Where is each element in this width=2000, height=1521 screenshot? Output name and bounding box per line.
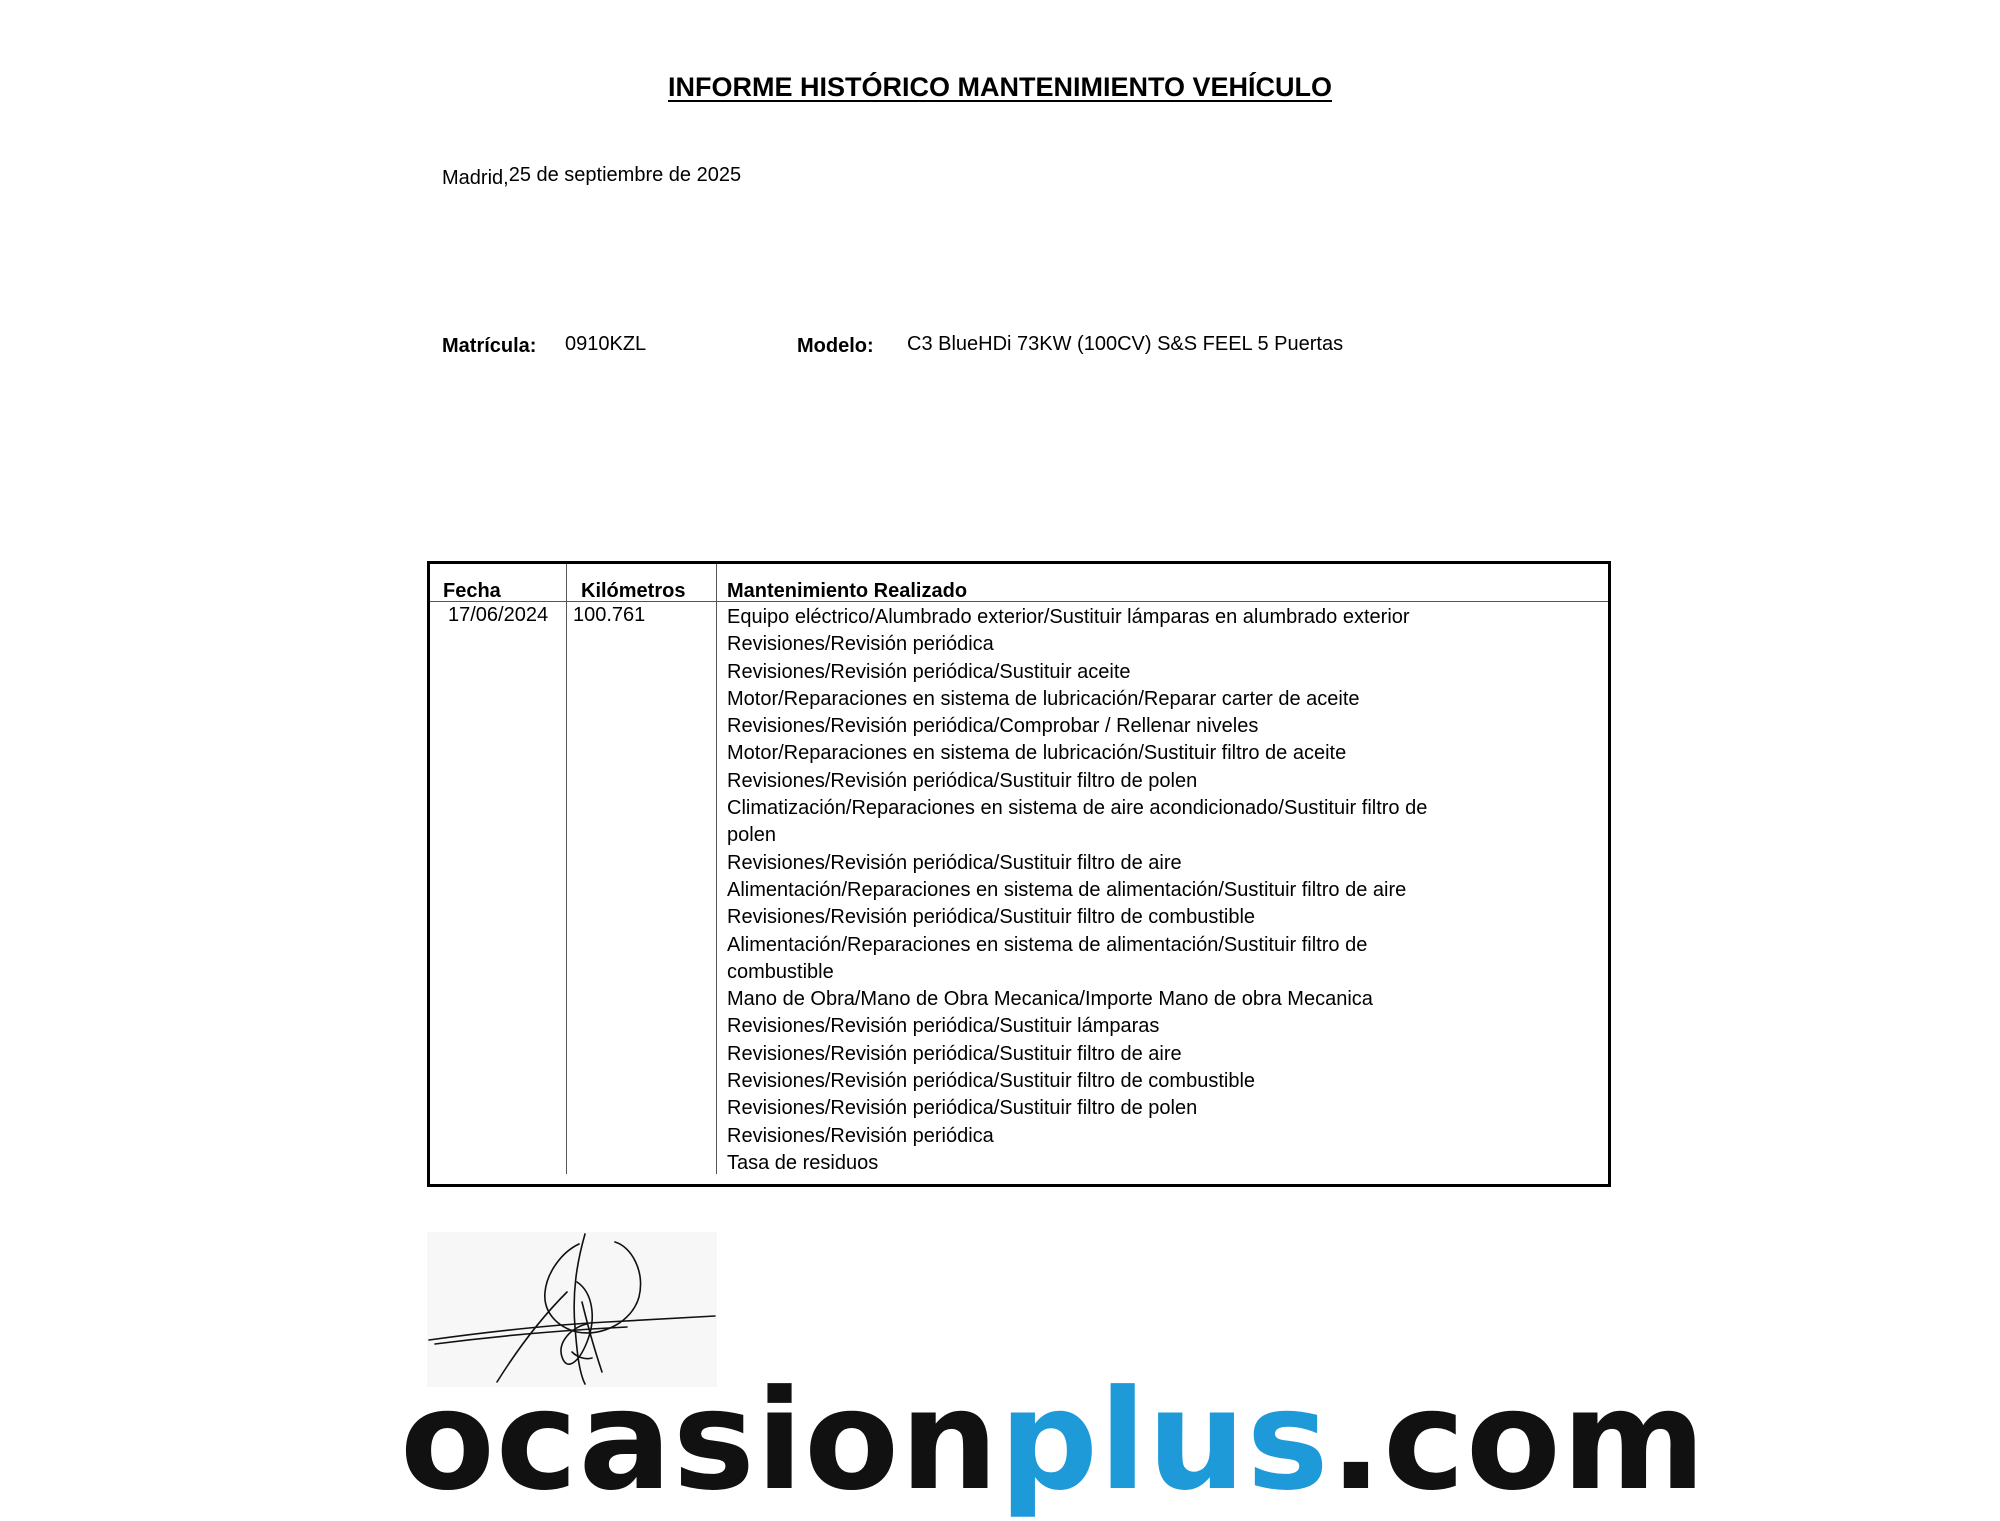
maintenance-item: Alimentación/Reparaciones en sistema de alimentación/Sustituir filtro de (727, 933, 1368, 956)
cell-km: 100.761 (573, 604, 646, 626)
logo-part-plus: plus (999, 1360, 1330, 1521)
header-kilometros: Kilómetros (581, 580, 686, 602)
maintenance-item: Tasa de residuos (727, 1151, 879, 1174)
report-date: 25 de septiembre de 2025 (508, 164, 742, 186)
header-mantenimiento: Mantenimiento Realizado (727, 580, 968, 602)
logo-part-ocasion: ocasion (400, 1360, 1000, 1521)
logo-part-com: .com (1329, 1360, 1707, 1521)
maintenance-item: Revisiones/Revisión periódica/Sustituir filtro de combustible (727, 906, 1256, 929)
maintenance-item: Motor/Reparaciones en sistema de lubricación/Sustituir filtro de aceite (727, 742, 1347, 765)
model-label: Modelo: (797, 335, 874, 357)
plate-label: Matrícula: (442, 335, 537, 357)
model-value: C3 BlueHDi 73KW (100CV) S&S FEEL 5 Puertas (907, 333, 1344, 355)
maintenance-item: Revisiones/Revisión periódica/Comprobar / Rellenar niveles (727, 715, 1259, 738)
maintenance-item: polen (727, 824, 776, 847)
place: Madrid, (442, 167, 509, 189)
maintenance-item: Revisiones/Revisión periódica/Sustituir filtro de aire (727, 1042, 1182, 1065)
plate-value: 0910KZL (565, 333, 647, 355)
header-fecha: Fecha (443, 580, 501, 602)
maintenance-item: Mano de Obra/Mano de Obra Mecanica/Importe Mano de obra Mecanica (727, 988, 1373, 1011)
place-date (442, 164, 742, 190)
cell-date: 17/06/2024 (448, 604, 549, 626)
maintenance-item: Equipo eléctrico/Alumbrado exterior/Sustituir lámparas en alumbrado exterior (727, 606, 1410, 628)
maintenance-item: Revisiones/Revisión periódica/Sustituir lámparas (727, 1015, 1160, 1038)
document-title (0, 72, 2000, 103)
maintenance-item: Revisiones/Revisión periódica (727, 1124, 994, 1147)
maintenance-item: Revisiones/Revisión periódica/Sustituir filtro de combustible (727, 1070, 1256, 1093)
maintenance-item: Alimentación/Reparaciones en sistema de alimentación/Sustituir filtro de aire (727, 878, 1407, 901)
maintenance-item: Revisiones/Revisión periódica/Sustituir filtro de polen (727, 1097, 1198, 1120)
column-divider-1 (566, 564, 567, 1174)
maintenance-item: Revisiones/Revisión periódica (727, 633, 994, 656)
maintenance-item: Climatización/Reparaciones en sistema de aire acondicionado/Sustituir filtro de (727, 797, 1428, 820)
maintenance-item: Revisiones/Revisión periódica/Sustituir aceite (727, 660, 1131, 683)
maintenance-item: Motor/Reparaciones en sistema de lubricación/Reparar carter de aceite (727, 687, 1360, 710)
column-divider-2 (716, 564, 717, 1174)
maintenance-item: Revisiones/Revisión periódica/Sustituir filtro de polen (727, 769, 1198, 792)
maintenance-item: Revisiones/Revisión periódica/Sustituir filtro de aire (727, 851, 1182, 874)
maintenance-list (727, 604, 1427, 1177)
document-title-text: INFORME HISTÓRICO MANTENIMIENTO VEHÍCULO (667, 72, 1332, 102)
maintenance-item: combustible (727, 960, 834, 983)
ocasionplus-logo (400, 1360, 1707, 1521)
maintenance-table (427, 561, 1611, 1187)
